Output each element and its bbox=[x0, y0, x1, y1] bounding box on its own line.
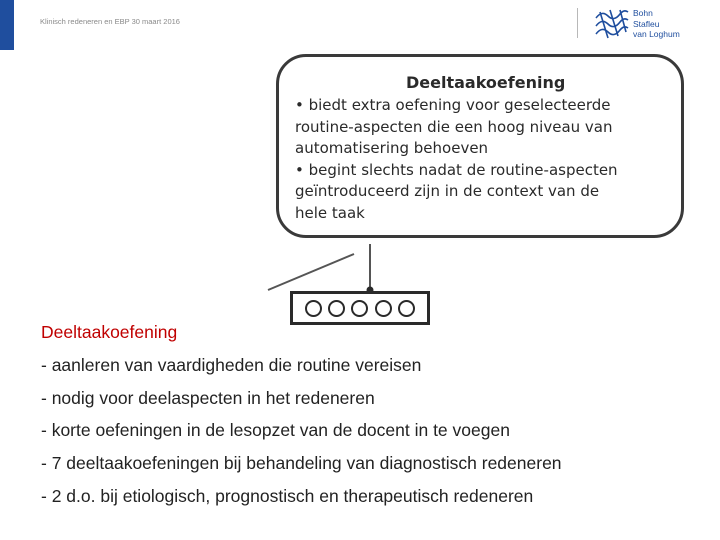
bullet-item: - nodig voor deelaspecten in het redeneren bbox=[41, 387, 375, 408]
task-circle bbox=[305, 300, 322, 317]
bullet-item: - 7 deeltaakoefeningen bij behandeling van diagnostisch redeneren bbox=[41, 453, 562, 474]
slide-body bbox=[41, 316, 562, 513]
bubble-line: routine-aspecten die een hoog niveau van bbox=[295, 117, 613, 136]
bubble-title: Deeltaakoefening bbox=[406, 73, 566, 92]
logo-line-1: Bohn bbox=[633, 8, 653, 18]
bubble-text bbox=[295, 95, 618, 224]
bullet-item: - aanleren van vaardigheden die routine vereisen bbox=[41, 354, 422, 375]
header-caption: Klinisch redeneren en EBP 30 maart 2016 bbox=[40, 17, 180, 26]
logo-line-2: Stafleu bbox=[633, 18, 660, 29]
logo-line-3: van Loghum bbox=[633, 29, 680, 39]
bubble-line: • begint slechts nadat de routine-aspecten bbox=[295, 160, 618, 179]
task-circle bbox=[328, 300, 345, 317]
header-divider bbox=[577, 8, 578, 38]
publisher-logo bbox=[592, 6, 702, 42]
bubble-line: geïntroduceerd zijn in de context van de bbox=[295, 182, 600, 200]
bubble-line: • biedt extra oefening voor geselecteerde bbox=[295, 96, 611, 114]
bubble-line: hele taak bbox=[295, 203, 365, 222]
publisher-logo-text bbox=[633, 8, 680, 40]
task-circle bbox=[398, 300, 415, 317]
publisher-logo-icon bbox=[592, 6, 630, 40]
left-accent-bar bbox=[0, 0, 14, 50]
bubble-line: automatisering behoeven bbox=[295, 139, 489, 157]
slide-heading: Deeltaakoefening bbox=[41, 322, 178, 342]
speech-bubble bbox=[276, 54, 684, 238]
bullet-item: - korte oefeningen in de lesopzet van de docent in te voegen bbox=[41, 420, 510, 441]
task-circle bbox=[375, 300, 392, 317]
task-circle bbox=[351, 300, 368, 317]
part-task-illustration bbox=[262, 48, 702, 338]
bullet-item: - 2 d.o. bij etiologisch, prognostisch en therapeutisch redeneren bbox=[41, 485, 534, 506]
